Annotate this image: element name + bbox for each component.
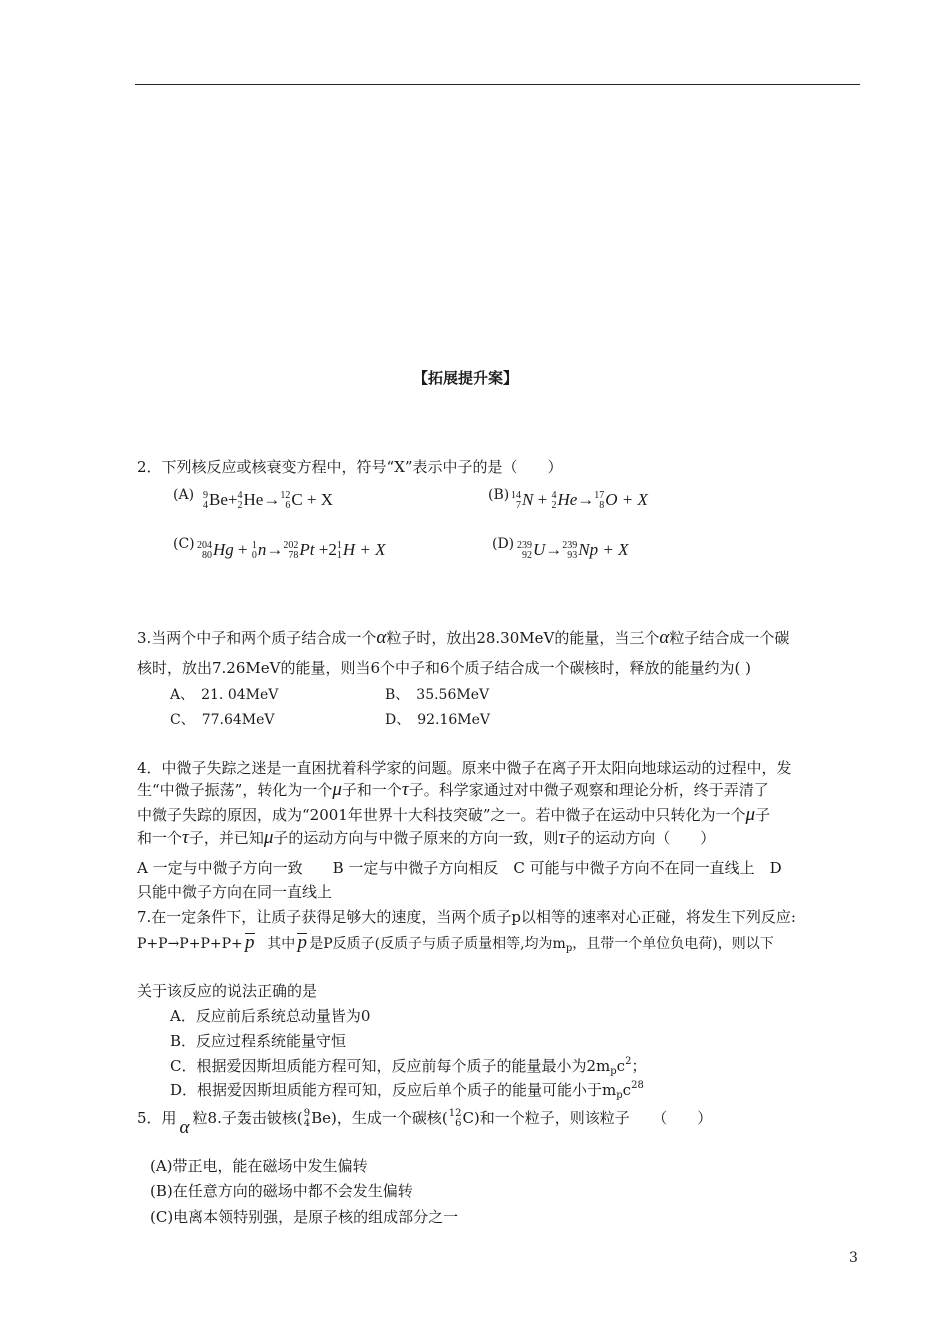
q2-option-b-equation: 14 7 N + 4 2 He→ 17 8 O + X <box>511 490 648 512</box>
header-rule <box>135 84 860 85</box>
q4-line4: 和一个τ子，并已知μ子的运动方向与中微子原来的方向一致，则τ子的运动方向（ ） <box>137 827 716 848</box>
q4-line2: 生“中微子振荡”，转化为一个μ子和一个τ子。科学家通过对中微子观察和理论分析，终于弄清了 <box>137 779 769 800</box>
alpha-symbol: α <box>179 1117 190 1138</box>
q2-option-d-equation: 239 92 U→ 239 93 Np + X <box>517 540 629 562</box>
alpha-symbol: α <box>659 627 670 648</box>
alpha-symbol: α <box>376 627 387 648</box>
q5-option-b: (B)在任意方向的磁场中都不会发生偏转 <box>150 1182 413 1200</box>
q7-option-c: C．根据爱因斯坦质能方程可知，反应前每个质子的能量最小为$2m_pc^2$； <box>170 1056 647 1077</box>
q4-line5: A 一定与中微子方向一致 B 一定与中微子方向相反 C 可能与中微子方向不在同一直线上 D <box>137 859 782 877</box>
q7-line1: 7.在一定条件下，让质子获得足够大的速度，当两个质子p以相等的速率对心正碰，将发生下列反应: <box>137 908 796 926</box>
q5-option-a: (A)带正电，能在磁场中发生偏转 <box>150 1157 368 1175</box>
q3-line2: 核时，放出7.26MeV的能量，则当6个中子和6个质子结合成一个碳核时，释放的能量约为( ) <box>137 659 752 677</box>
section-title: 【拓展提升案】 <box>413 369 519 387</box>
q7-option-a: A．反应前后系统总动量皆为0 <box>170 1007 371 1025</box>
q7-option-d: D．根据爱因斯坦质能方程可知，反应后单个质子的能量可能小于$m_pc^{28}$ <box>170 1080 644 1101</box>
q4-line3: 中微子失踪的原因，成为“2001年世界十大科技突破”之一。若中微子在运动中只转化为一个μ子 <box>137 804 771 825</box>
q3-option-c: C、 77.64MeV <box>170 712 275 728</box>
q2-option-a-equation: 9 4 Be+ 4 2 He→ 12 6 C + X <box>203 490 334 512</box>
q2-option-c-label: (C) <box>173 536 195 552</box>
q4-line6: 只能中微子方向在同一直线上 <box>137 883 333 901</box>
q3-line1: 3.当两个中子和两个质子结合成一个α粒子时，放出28.30MeV的能量，当三个α粒子结合成一个碳 <box>137 627 790 648</box>
q5-option-c: (C)电离本领特别强，是原子核的组成部分之一 <box>150 1208 459 1226</box>
q5-stem: 5．用 α 粒8.子轰击铍核( 9 4 Be)，生成一个碳核( 12 6 C)和一个粒子，则该粒子 （ ） <box>137 1108 713 1138</box>
page-number: 3 <box>849 1250 858 1266</box>
q2-option-b-label: (B) <box>488 487 510 503</box>
q3-option-d: D、 92.16MeV <box>385 712 491 728</box>
q2-option-a-label: (A) <box>173 487 195 503</box>
q7-option-b: B．反应过程系统能量守恒 <box>170 1032 347 1050</box>
antiproton-symbol: p <box>295 932 309 954</box>
q2-stem: 2．下列核反应或核衰变方程中，符号“X”表示中子的是（ ） <box>137 458 563 476</box>
antiproton-symbol: p <box>243 932 257 954</box>
q2-option-d-label: (D) <box>492 536 515 552</box>
q3-option-b: B、 35.56MeV <box>385 687 490 703</box>
q4-line1: 4．中微子失踪之迷是一直困扰着科学家的问题。原来中微子在离子开太阳向地球运动的过程中，发 <box>137 759 792 777</box>
q2-option-c-equation: 204 80 Hg + 1 0 n→ 202 78 Pt +2 1 1 H + X <box>197 540 386 562</box>
q7-line2: P+P→P+P+P+ p 其中 p 是P反质子(反质子与质子质量相等,均为$m_p$，且带一个单位负电荷)，则以下 <box>137 932 774 954</box>
q3-option-a: A、 21. 04MeV <box>170 687 279 703</box>
q7-line3: 关于该反应的说法正确的是 <box>137 982 318 1000</box>
